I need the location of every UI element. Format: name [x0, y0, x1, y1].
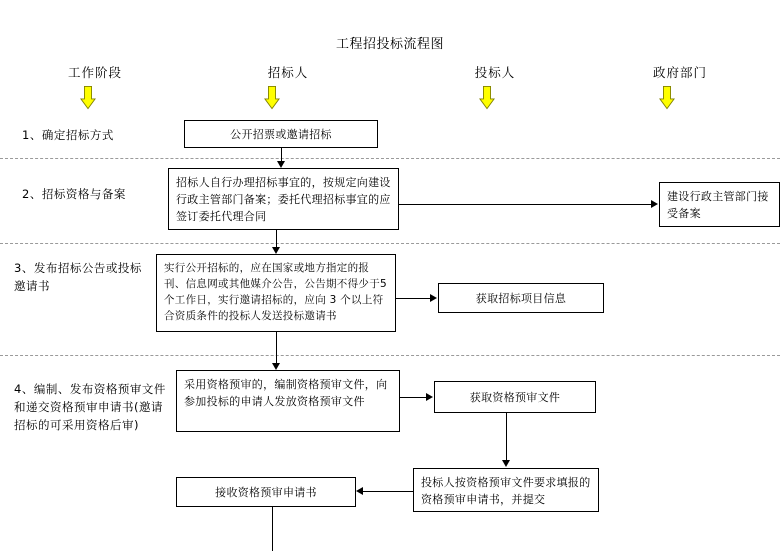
connector-arrowhead-2	[651, 200, 658, 208]
box-gov-record[interactable]: 建设行政主管部门接受备案	[659, 182, 780, 227]
box-self-or-agent[interactable]: 招标人自行办理招标事宜的，按规定向建设行政主管部门备案；委托代理招标事宜的应签订委托代理合同	[168, 168, 399, 230]
connector-arrowhead-1	[277, 161, 285, 168]
stage-label-1: 1、确定招标方式	[22, 128, 114, 142]
section-divider-2	[0, 243, 780, 244]
connector-line-3	[276, 230, 277, 247]
stage-label-3: 3、发布招标公告或投标邀请书	[14, 261, 142, 293]
column-header-bidder: 投标人	[474, 65, 516, 80]
connector-arrowhead-4	[430, 294, 437, 302]
box-open-or-invite[interactable]: 公开招票或邀请招标	[184, 120, 378, 148]
connector-line-5	[276, 332, 277, 364]
connector-arrowhead-8	[356, 487, 363, 495]
diagram-title: 工程招投标流程图	[335, 37, 444, 52]
box-prequalification-doc[interactable]: 采用资格预审的，编制资格预审文件，向参加投标的申请人发放资格预审文件	[176, 370, 400, 432]
column-header-work-stage: 工作阶段	[67, 65, 122, 80]
connector-line-1	[281, 148, 282, 162]
stage-label-2: 2、招标资格与备案	[22, 187, 126, 201]
connector-arrowhead-3	[272, 247, 280, 254]
connector-line-7	[506, 413, 507, 461]
connector-line-8	[363, 491, 413, 492]
connector-arrowhead-6	[426, 393, 433, 401]
column-header-government: 政府部门	[652, 65, 707, 80]
section-divider-1	[0, 158, 780, 159]
box-get-prequal-doc[interactable]: 获取资格预审文件	[434, 381, 596, 413]
section-divider-3	[0, 355, 780, 356]
connector-line-9	[272, 507, 273, 551]
connector-line-4	[396, 298, 430, 299]
yellow-arrow-icon-bidder	[479, 85, 495, 111]
yellow-arrow-icon-tenderee	[264, 85, 280, 111]
box-receive-prequal-app[interactable]: 接收资格预审申请书	[176, 477, 356, 507]
box-fill-prequal-app[interactable]: 投标人按资格预审文件要求填报的资格预审申请书，并提交	[413, 468, 599, 512]
connector-arrowhead-5	[272, 363, 280, 370]
column-header-tenderee: 招标人	[267, 65, 309, 80]
yellow-arrow-icon-government	[659, 85, 675, 111]
box-get-project-info[interactable]: 获取招标项目信息	[438, 283, 604, 313]
connector-line-6	[400, 397, 426, 398]
yellow-arrow-icon-work-stage	[80, 85, 96, 111]
box-publish-notice[interactable]: 实行公开招标的，应在国家或地方指定的报刊、信息网或其他媒介公告，公告期不得少于5 个工作日，实行邀请招标的，应向 3 个以上符合资质条件的投标人发送投标邀请书	[156, 254, 396, 332]
stage-label-4: 4、编制、发布资格预审文件和递交资格预审申请书(邀请招标的可采用资格后审)	[14, 382, 166, 432]
connector-line-2	[399, 204, 651, 205]
connector-arrowhead-7	[502, 460, 510, 467]
